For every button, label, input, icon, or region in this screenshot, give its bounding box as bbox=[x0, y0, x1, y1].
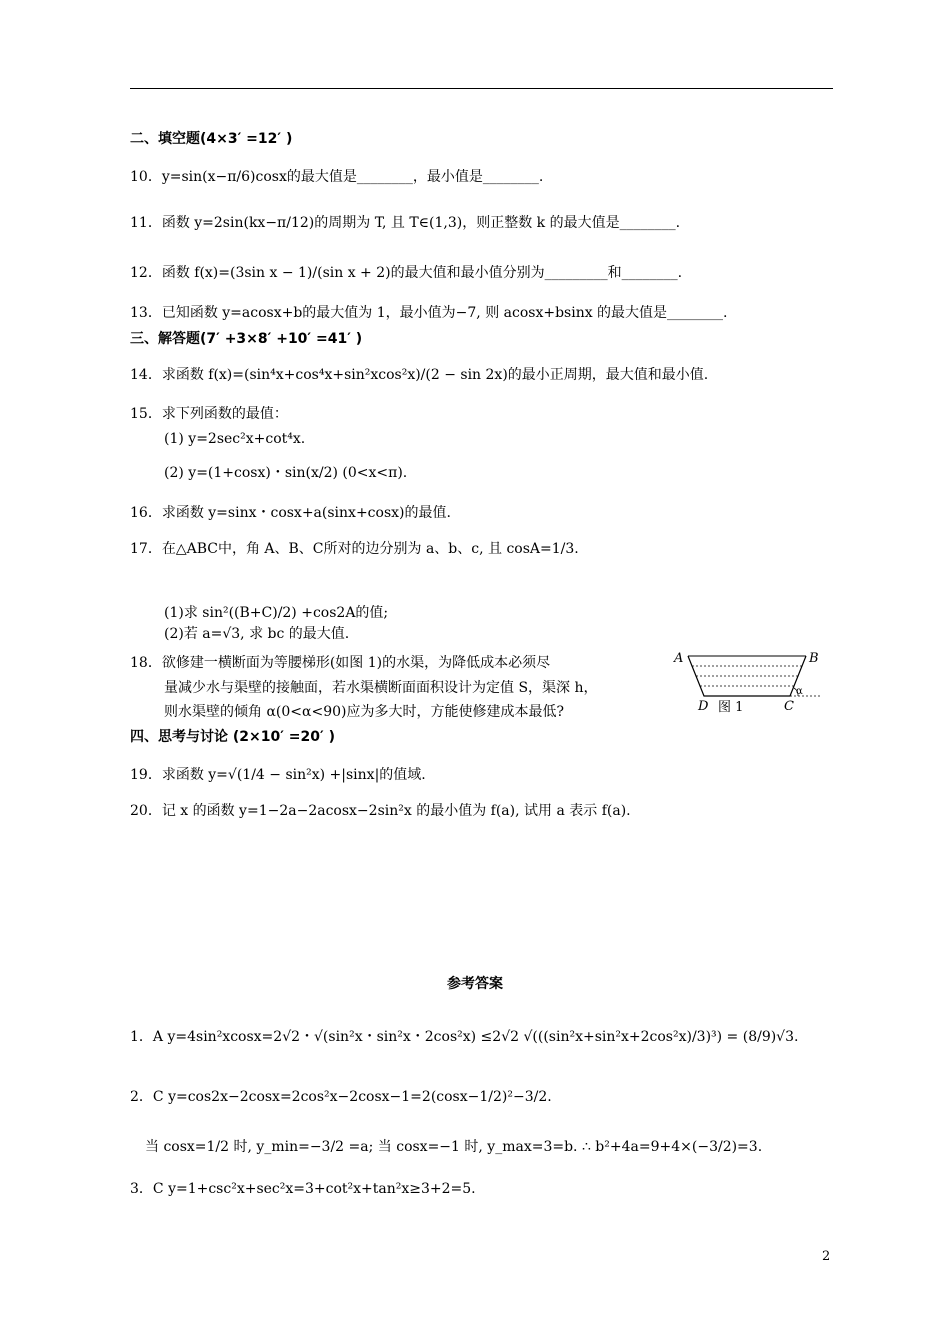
section-heading-fill-in: 二、填空题(4×3′ =12′ ) bbox=[130, 131, 293, 147]
vertex-label-a: A bbox=[674, 651, 684, 666]
answer-2-continued: 当 cosx=1/2 时, y_min=−3/2 =a; 当 cosx=−1 时, y_max=3=b. ∴ b²+4a=9+4×(−3/2)=3. bbox=[145, 1139, 763, 1155]
question-17-part-1: (1)求 sin²((B+C)/2) +cos2A的值; bbox=[164, 605, 389, 621]
answer-3: 3．C y=1+csc²x+sec²x=3+cot²x+tan²x≥3+2=5. bbox=[130, 1181, 476, 1197]
figure-trapezoid-canal bbox=[672, 648, 824, 716]
vertex-label-b: B bbox=[809, 651, 819, 666]
question-20: 20．记 x 的函数 y=1−2a−2acosx−2sin²x 的最小值为 f(a), 试用 a 表示 f(a). bbox=[130, 803, 631, 819]
question-12: 12．函数 f(x)=(3sin x − 1)/(sin x + 2)的最大值和最小值分别为_________和________. bbox=[130, 265, 683, 281]
question-10: 10．y=sin(x−π/6)cosx的最大值是________，最小值是________. bbox=[130, 169, 544, 185]
question-16: 16．求函数 y=sinx・cosx+a(sinx+cosx)的最值. bbox=[130, 505, 451, 521]
section-heading-discussion: 四、思考与讨论 (2×10′ =20′ ) bbox=[130, 729, 335, 745]
question-13: 13．已知函数 y=acosx+b的最大值为 1，最小值为−7, 则 acosx+bsinx 的最大值是________. bbox=[130, 305, 728, 321]
vertex-label-c: C bbox=[784, 699, 794, 714]
question-17: 17．在△ABC中，角 A、B、C所对的边分别为 a、b、c, 且 cosA=1/3. bbox=[130, 541, 579, 557]
question-15-part-2: (2) y=(1+cosx)・sin(x/2) (0<x<π). bbox=[164, 465, 408, 481]
vertex-label-d: D bbox=[698, 699, 709, 714]
question-19: 19．求函数 y=√(1/4 − sin²x) +|sinx|的值域. bbox=[130, 767, 426, 783]
question-18-line-2: 量减少水与渠壁的接触面，若水渠横断面面积设计为定值 S，渠深 h， bbox=[164, 680, 598, 696]
section-heading-solutions: 三、解答题(7′ +3×8′ +10′ =41′ ) bbox=[130, 331, 363, 347]
question-11: 11．函数 y=2sin(kx−π/12)的周期为 T, 且 T∈(1,3)，则正整数 k 的最大值是________. bbox=[130, 215, 681, 231]
answers-title: 参考答案 bbox=[447, 976, 503, 992]
question-18-line-1: 18．欲修建一横断面为等腰梯形(如图 1)的水渠，为降低成本必须尽 bbox=[130, 655, 551, 671]
question-17-part-2: (2)若 a=√3, 求 bc 的最大值. bbox=[164, 626, 350, 642]
page-number: 2 bbox=[822, 1249, 831, 1264]
question-15: 15．求下列函数的最值： bbox=[130, 406, 288, 422]
answer-1: 1．A y=4sin²xcosx=2√2・√(sin²x・sin²x・2cos²x) ≤2√2 √(((sin²x+sin²x+2cos²x)/3)³) = (8/9)√3. bbox=[130, 1029, 799, 1045]
question-15-part-1: (1) y=2sec²x+cot⁴x. bbox=[164, 431, 306, 447]
question-14: 14．求函数 f(x)=(sin⁴x+cos⁴x+sin²xcos²x)/(2 − sin 2x)的最小正周期，最大值和最小值. bbox=[130, 367, 709, 383]
figure-caption: 图 1 bbox=[718, 700, 744, 715]
header-rule bbox=[130, 88, 833, 89]
answer-2: 2．C y=cos2x−2cosx=2cos²x−2cosx−1=2(cosx−1/2)²−3/2. bbox=[130, 1089, 552, 1105]
angle-label-alpha: α bbox=[796, 686, 803, 697]
question-18-line-3: 则水渠壁的倾角 α(0<α<90)应为多大时，方能使修建成本最低? bbox=[164, 704, 564, 720]
